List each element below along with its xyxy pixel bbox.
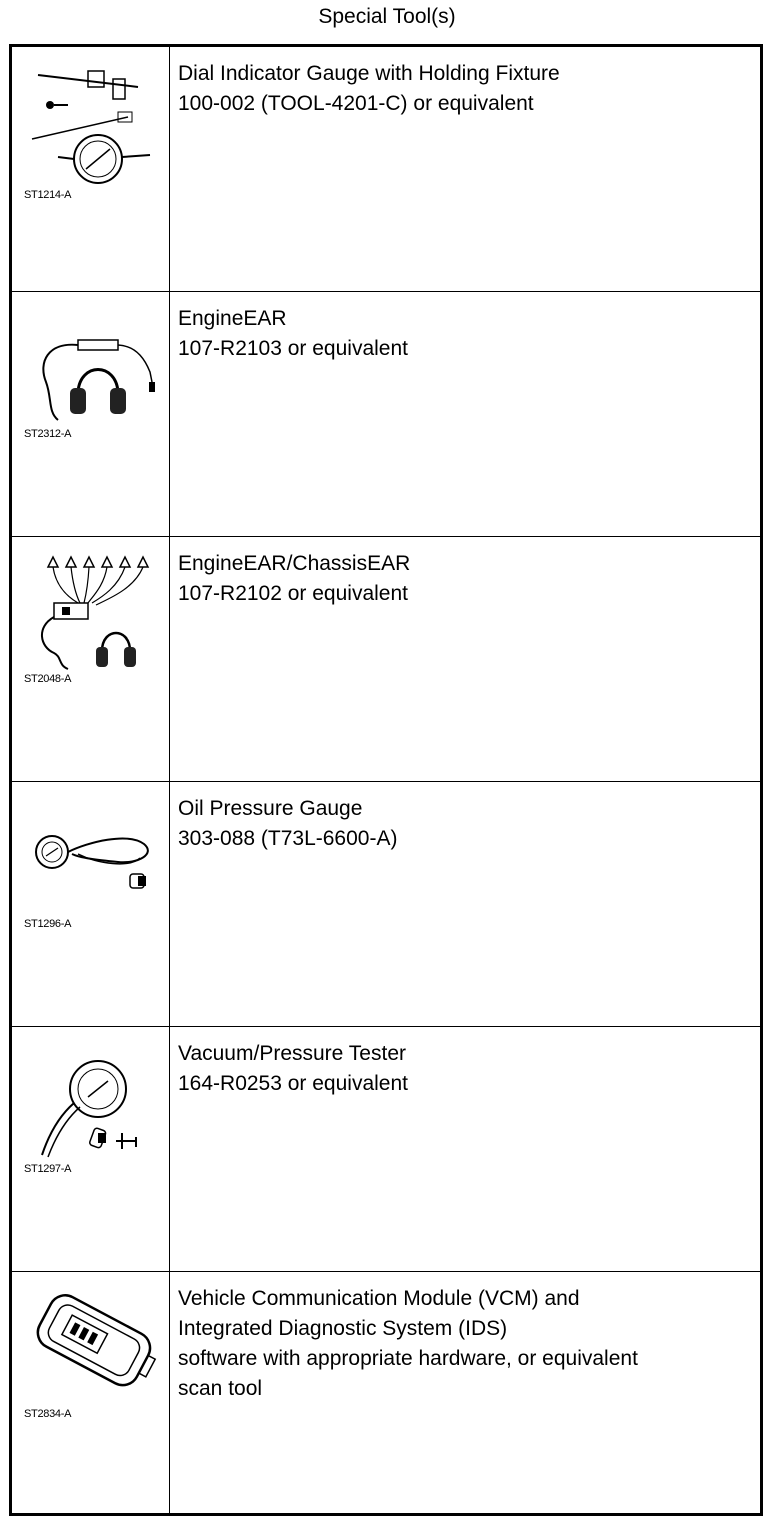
tool-name: EngineEAR [178,307,287,330]
tool-name: Oil Pressure Gauge [178,797,363,820]
tool-name: EngineEAR/ChassisEAR [178,552,411,575]
table-row [12,782,760,1027]
table-row [12,1272,760,1513]
table-row [12,537,760,782]
tool-description [178,549,750,609]
tool-illustration-cell [12,292,170,536]
tool-part-number: 100-002 (TOOL-4201-C) or equivalent [178,92,534,115]
oil-pressure-gauge-icon [18,792,158,922]
tool-name: Dial Indicator Gauge with Holding Fixture [178,62,560,85]
tool-part-number: 107-R2102 or equivalent [178,582,408,605]
tool-illustration-cell [12,47,170,291]
tool-illustration-cell [12,1272,170,1513]
headphones-sensor-icon [18,302,158,432]
tool-illustration-cell [12,537,170,781]
tool-illustration-cell [12,1027,170,1271]
page-title: Special Tool(s) [318,5,456,28]
figure-label: ST2834-A [24,1408,72,1420]
tool-illustration-cell [12,782,170,1026]
multi-channel-sensor-icon [18,547,158,677]
vacuum-pressure-tester-icon [18,1037,158,1167]
figure-label: ST2312-A [24,428,72,440]
figure-label: ST2048-A [24,673,72,685]
figure-label: ST1296-A [24,918,72,930]
tool-name: Integrated Diagnostic System (IDS) [178,1317,508,1340]
tool-description [178,1039,750,1099]
tool-description [178,794,750,854]
vehicle-communication-module-icon [18,1282,158,1412]
tool-part-number: 107-R2103 or equivalent [178,337,408,360]
table-row [12,1027,760,1272]
tool-description [178,304,750,364]
tool-name: Vacuum/Pressure Tester [178,1042,406,1065]
tool-note: scan tool [178,1377,263,1400]
tool-name: Vehicle Communication Module (VCM) and [178,1287,580,1310]
figure-label: ST1214-A [24,189,72,201]
special-tools-table [9,44,763,1516]
tool-description [178,1284,750,1404]
table-row [12,47,760,292]
dial-indicator-gauge-icon [18,57,158,187]
figure-label: ST1297-A [24,1163,72,1175]
table-row [12,292,760,537]
tool-description [178,59,750,119]
tool-part-number: 164-R0253 or equivalent [178,1072,408,1095]
tool-note: software with appropriate hardware, or equivalent [178,1347,638,1370]
tool-part-number: 303-088 (T73L-6600-A) [178,827,398,850]
